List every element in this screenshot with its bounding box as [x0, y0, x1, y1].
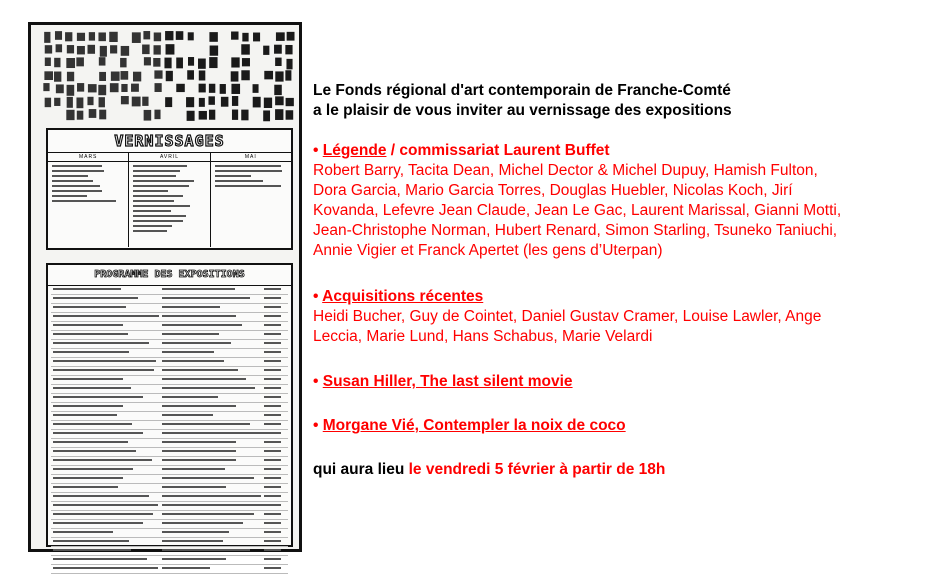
text-line [133, 225, 172, 227]
map-block [231, 31, 238, 39]
map-block [99, 110, 106, 120]
map-block [121, 46, 129, 56]
text-line [133, 170, 180, 172]
map-block [45, 45, 52, 53]
map-block [87, 97, 93, 105]
map-block [276, 32, 285, 41]
map-block [208, 96, 214, 105]
map-block [67, 85, 75, 96]
programme-row [51, 466, 288, 475]
map-block [166, 71, 173, 81]
programme-row [51, 448, 288, 457]
street-map [35, 27, 295, 125]
text-line [133, 190, 168, 192]
intro-line-1: Le Fonds régional d'art contemporain de Franche-Comté [313, 82, 731, 99]
programme-row [51, 349, 288, 358]
map-block [55, 31, 62, 40]
programme-row [51, 358, 288, 367]
map-block [121, 84, 127, 92]
map-block [120, 58, 126, 67]
intro-line-2: a le plaisir de vous inviter au vernissage des expositions [313, 102, 732, 119]
map-block [165, 31, 173, 40]
text-line [133, 185, 189, 187]
map-block [176, 84, 185, 92]
map-block [77, 83, 84, 92]
section-legende: • Légende / commissariat Laurent Buffet Robert Barry, Tacita Dean, Michel Dector & Michel Dupuy, Hamish Fulton, Dora Garcia, Mario Garcia Torres, Douglas Huebler, Nicolas Koch, Jirí Kovanda, Lefevre Jean Claude, Jean Le Gac, Laurent Marissal, Gianni Motti, Jean-Christophe Norman, Hubert Renard, Simon Starling, Tsuneko Taniuchi, Annie Vigier et Franck Apertet (les gens d’Uterpan) [313, 142, 842, 259]
map-block [110, 83, 119, 92]
map-block [144, 57, 151, 65]
map-block [99, 97, 105, 107]
map-block [133, 72, 141, 82]
artist-line: Annie Vigier et Franck Apertet (les gens d’Uterpan) [313, 242, 663, 259]
text-line [133, 205, 189, 207]
map-block [209, 32, 217, 42]
map-block [274, 85, 282, 95]
text-line [52, 170, 104, 172]
map-block [264, 71, 273, 80]
map-block [286, 59, 292, 69]
programme-row [51, 538, 288, 547]
text-line [133, 200, 174, 202]
programme-table [46, 263, 293, 547]
event-date-line: qui aura lieu le vendredi 5 février à partir de 18h [313, 461, 666, 478]
map-block [77, 33, 85, 41]
map-block [143, 31, 150, 39]
programme-row [51, 475, 288, 484]
map-block [176, 31, 184, 40]
event-date: le vendredi 5 février à partir de 18h [408, 461, 666, 478]
programme-row [51, 430, 288, 439]
programme-row [51, 439, 288, 448]
map-block [111, 72, 120, 81]
map-block [110, 45, 117, 53]
map-block [121, 96, 129, 104]
map-block [220, 84, 226, 94]
programme-row [51, 511, 288, 520]
map-block [66, 58, 75, 68]
map-block [263, 46, 269, 55]
map-block [199, 111, 207, 120]
programme-row [51, 304, 288, 313]
map-block [241, 44, 250, 54]
map-block [99, 57, 106, 65]
text-line [133, 210, 171, 212]
programme-row [51, 295, 288, 304]
programme-row [51, 547, 288, 556]
map-block [154, 70, 162, 78]
map-block [275, 71, 283, 81]
text-line [215, 175, 251, 177]
section-hiller: • Susan Hiller, The last silent movie [313, 373, 573, 390]
map-block [232, 96, 238, 106]
text-line [52, 180, 93, 182]
map-block [98, 32, 105, 41]
section-acquisitions: • Acquisitions récentes Heidi Bucher, Guy de Cointet, Daniel Gustav Cramer, Louise Lawler, Ange Leccia, Marie Lund, Hans Schabus, Marie Velardi [313, 288, 822, 345]
map-block [210, 46, 219, 56]
map-block [209, 84, 215, 93]
map-block [67, 45, 74, 53]
text-line [52, 190, 102, 192]
map-block [231, 71, 239, 81]
programme-row [51, 520, 288, 529]
map-block [241, 110, 248, 121]
map-block [99, 72, 106, 81]
text-line [52, 200, 116, 202]
map-block [186, 97, 194, 107]
map-block [209, 57, 217, 68]
map-block [287, 32, 295, 41]
text-line [133, 180, 193, 182]
programme-row [51, 556, 288, 565]
map-block [66, 110, 74, 120]
map-block [154, 45, 161, 54]
map-block [242, 58, 250, 66]
map-block [45, 58, 51, 66]
vernissages-title: VERNISSAGES [48, 130, 291, 153]
map-block [77, 111, 84, 120]
acquisitions-link[interactable]: Acquisitions récentes [322, 288, 484, 305]
map-block [65, 32, 72, 41]
map-block [188, 32, 194, 40]
map-block [132, 97, 141, 107]
programme-row [51, 313, 288, 322]
artist-line: Jean-Christophe Norman, Hubert Renard, Simon Starling, Tsuneko Taniuchi, [313, 222, 838, 239]
map-block [67, 72, 74, 81]
map-block [144, 110, 152, 121]
legende-link[interactable]: Légende [322, 142, 387, 159]
map-block [275, 109, 283, 120]
map-block [43, 83, 49, 91]
artist-line: Heidi Bucher, Guy de Cointet, Daniel Gustav Cramer, Louise Lawler, Ange [313, 308, 822, 325]
map-block [44, 32, 50, 43]
section-vie: • Morgane Vié, Contempler la noix de coco [313, 417, 626, 434]
map-block [253, 84, 259, 93]
programme-row [51, 367, 288, 376]
map-block [120, 71, 128, 80]
programme-row [51, 493, 288, 502]
map-block [166, 44, 175, 54]
map-block [263, 110, 270, 121]
map-block [88, 84, 97, 92]
programme-row [51, 403, 288, 412]
month-column: MAI [211, 153, 291, 247]
vernissages-table [46, 128, 293, 250]
programme-row [51, 376, 288, 385]
programme-row [51, 565, 288, 574]
map-block [176, 57, 183, 68]
map-block [98, 85, 106, 95]
map-block [67, 97, 73, 108]
vie-link[interactable]: Morgane Vié, Contempler la noix de coco [322, 417, 626, 434]
programme-row [51, 322, 288, 331]
map-block [187, 70, 194, 79]
map-block [155, 83, 162, 92]
month-column: AVRIL [129, 153, 210, 247]
text-line [52, 165, 102, 167]
map-block [54, 58, 60, 67]
map-block [153, 58, 160, 67]
map-block [142, 45, 149, 55]
map-block [253, 33, 260, 42]
text-line [215, 170, 282, 172]
map-block [154, 32, 161, 41]
programme-row [51, 385, 288, 394]
map-block [45, 98, 51, 107]
map-block [285, 70, 291, 80]
map-block [100, 46, 107, 57]
text-line [133, 195, 183, 197]
map-block [56, 44, 62, 52]
map-block [187, 111, 195, 121]
programme-row [51, 340, 288, 349]
map-block [275, 96, 284, 105]
programme-row [51, 331, 288, 340]
map-block [241, 70, 249, 80]
map-block [56, 84, 64, 93]
text-line [133, 165, 186, 167]
artist-line: Leccia, Marie Lund, Hans Schabus, Marie Velardi [313, 328, 653, 345]
artist-line: Dora Garcia, Mario Garcia Torres, Douglas Huebler, Nicolas Koch, Jirí [313, 182, 793, 199]
text-line [133, 175, 175, 177]
map-block [132, 32, 141, 43]
map-block [231, 57, 239, 67]
map-block [209, 110, 215, 120]
map-block [232, 110, 238, 120]
programme-row [51, 394, 288, 403]
map-block [253, 97, 261, 108]
map-block [275, 58, 281, 66]
programme-row [51, 421, 288, 430]
exhibition-poster-image [28, 22, 302, 552]
month-column: MARS [48, 153, 129, 247]
text-line [215, 185, 282, 187]
programme-title: PROGRAMME DES EXPOSITIONS [48, 265, 291, 286]
map-block [198, 59, 206, 69]
text-line [215, 165, 281, 167]
text-line [133, 230, 167, 232]
map-block [242, 33, 248, 42]
map-block [286, 110, 294, 119]
map-block [285, 45, 292, 54]
programme-row [51, 502, 288, 511]
map-block [154, 110, 160, 119]
map-block [76, 57, 84, 66]
map-block [199, 70, 206, 80]
artist-line: Kovanda, Lefevre Jean Claude, Jean Le Gac, Laurent Marissal, Gianni Motti, [313, 202, 842, 219]
text-line [133, 215, 185, 217]
map-block [165, 97, 172, 107]
programme-row [51, 529, 288, 538]
map-block [76, 97, 83, 108]
map-block [188, 57, 194, 66]
map-block [54, 98, 60, 106]
map-block [44, 71, 53, 80]
map-block [231, 84, 240, 94]
map-block [109, 32, 117, 42]
map-block [199, 98, 205, 107]
programme-row [51, 412, 288, 421]
map-block [164, 58, 171, 69]
artist-line: Robert Barry, Tacita Dean, Michel Dector & Michel Dupuy, Hamish Fulton, [313, 162, 818, 179]
programme-row [51, 457, 288, 466]
text-line [215, 180, 263, 182]
map-block [286, 98, 294, 106]
text-line [133, 220, 183, 222]
map-block [264, 98, 272, 108]
text-line [52, 195, 87, 197]
programme-row [51, 286, 288, 295]
hiller-link[interactable]: Susan Hiller, The last silent movie [322, 373, 573, 390]
programme-row [51, 484, 288, 493]
map-block [54, 72, 61, 82]
text-line [52, 185, 100, 187]
map-block [89, 109, 97, 118]
map-block [274, 45, 282, 54]
text-line [52, 175, 88, 177]
map-block [221, 97, 229, 107]
map-block [77, 46, 85, 54]
map-block [199, 84, 206, 93]
map-block [88, 45, 96, 54]
map-block [131, 84, 139, 92]
map-block [142, 97, 148, 106]
map-block [89, 32, 95, 40]
